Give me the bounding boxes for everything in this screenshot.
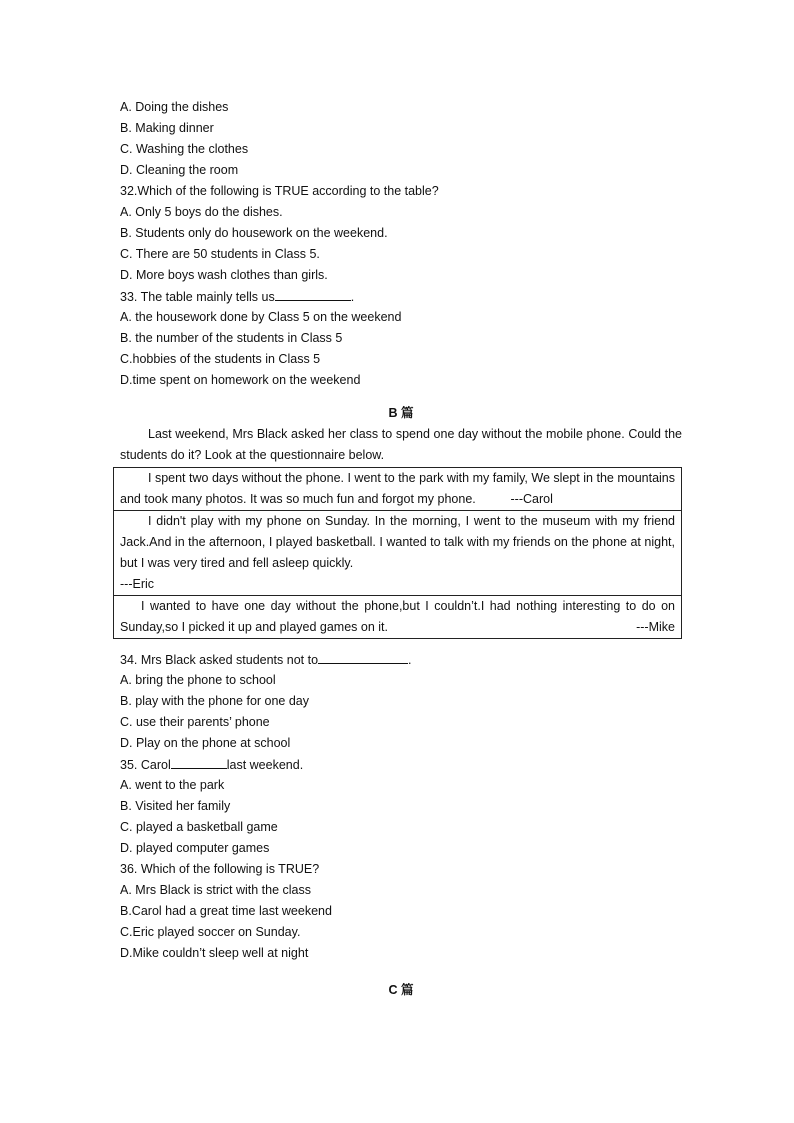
q32-option-d: D. More boys wash clothes than girls. [120,268,328,282]
entry-mike-text: I wanted to have one day without the phone,but I couldn’t.I had nothing interesting to do on Sunday,so I picked it up and played games on it. [120,599,675,634]
q33-option-c: C.hobbies of the students in Class 5 [120,352,321,366]
section-b-title: B 篇 [388,406,414,420]
q34-option-c: C. use their parents’ phone [120,715,270,729]
exam-page [120,97,682,1001]
q34-option-b: B. play with the phone for one day [120,694,310,708]
q33-stem-text: 33. The table mainly tells us [120,290,275,304]
q35-option-a: A. went to the park [120,778,225,792]
section-b-intro: Last weekend, Mrs Black asked her class to spend one day without the mobile phone. Could the students do it? Look at the questionnaire below. [120,427,682,462]
q36-option-c: C.Eric played soccer on Sunday. [120,925,301,939]
entry-carol-text: I spent two days without the phone. I went to the park with my family, We slept in the mountains and took many photos. It was so much fun and forgot my phone. [120,471,675,506]
q32-option-b: B. Students only do housework on the weekend. [120,226,388,240]
q35-option-d: D. played computer games [120,841,270,855]
entry-carol-sign: ---Carol [510,492,553,506]
q31-option-b: B. Making dinner [120,121,214,135]
q34-option-d: D. Play on the phone at school [120,736,291,750]
entry-eric-text: I didn't play with my phone on Sunday. In the morning, I went to the museum with my friend Jack.And in the afternoon, I played basketball. I wanted to talk with my friends on the phone at night, but I was very tired and fell asleep quickly. [120,514,675,570]
q35-option-c: C. played a basketball game [120,820,278,834]
q35-stem [120,754,682,775]
q31-option-d: D. Cleaning the room [120,163,239,177]
q35-option-b: B. Visited her family [120,799,231,813]
questionnaire-table [113,467,682,639]
q32-option-c: C. There are 50 students in Class 5. [120,247,320,261]
q32-option-a: A. Only 5 boys do the dishes. [120,205,283,219]
questionnaire-entry-eric [114,510,681,595]
q31-option-a: A. Doing the dishes [120,100,229,114]
q35-answer-blank [171,754,227,769]
q34-stem-text: 34. Mrs Black asked students not to [120,653,319,667]
q31-option-c: C. Washing the clothes [120,142,249,156]
entry-eric-sign: ---Eric [120,577,155,591]
q32-stem: 32.Which of the following is TRUE according to the table? [120,184,439,198]
q33-stem [120,286,682,307]
questionnaire-entry-mike [114,595,681,638]
q34-option-a: A. bring the phone to school [120,673,276,687]
q35-stem-end: last weekend. [226,758,304,772]
q33-option-b: B. the number of the students in Class 5 [120,331,343,345]
q36-stem: 36. Which of the following is TRUE? [120,862,320,876]
q34-stem [120,649,682,670]
q36-option-d: D.Mike couldn’t sleep well at night [120,946,309,960]
q36-option-b: B.Carol had a great time last weekend [120,904,332,918]
q33-answer-blank [275,286,351,301]
q36-option-a: A. Mrs Black is strict with the class [120,883,312,897]
q33-option-d: D.time spent on homework on the weekend [120,373,361,387]
section-c-title: C 篇 [388,983,414,997]
q35-stem-text: 35. Carol [120,758,171,772]
q33-option-a: A. the housework done by Class 5 on the weekend [120,310,402,324]
entry-mike-sign: ---Mike [636,620,675,634]
q34-stem-end: . [408,653,412,667]
q33-stem-end: . [350,290,355,304]
questionnaire-entry-carol [114,468,681,510]
q34-answer-blank [318,649,408,664]
